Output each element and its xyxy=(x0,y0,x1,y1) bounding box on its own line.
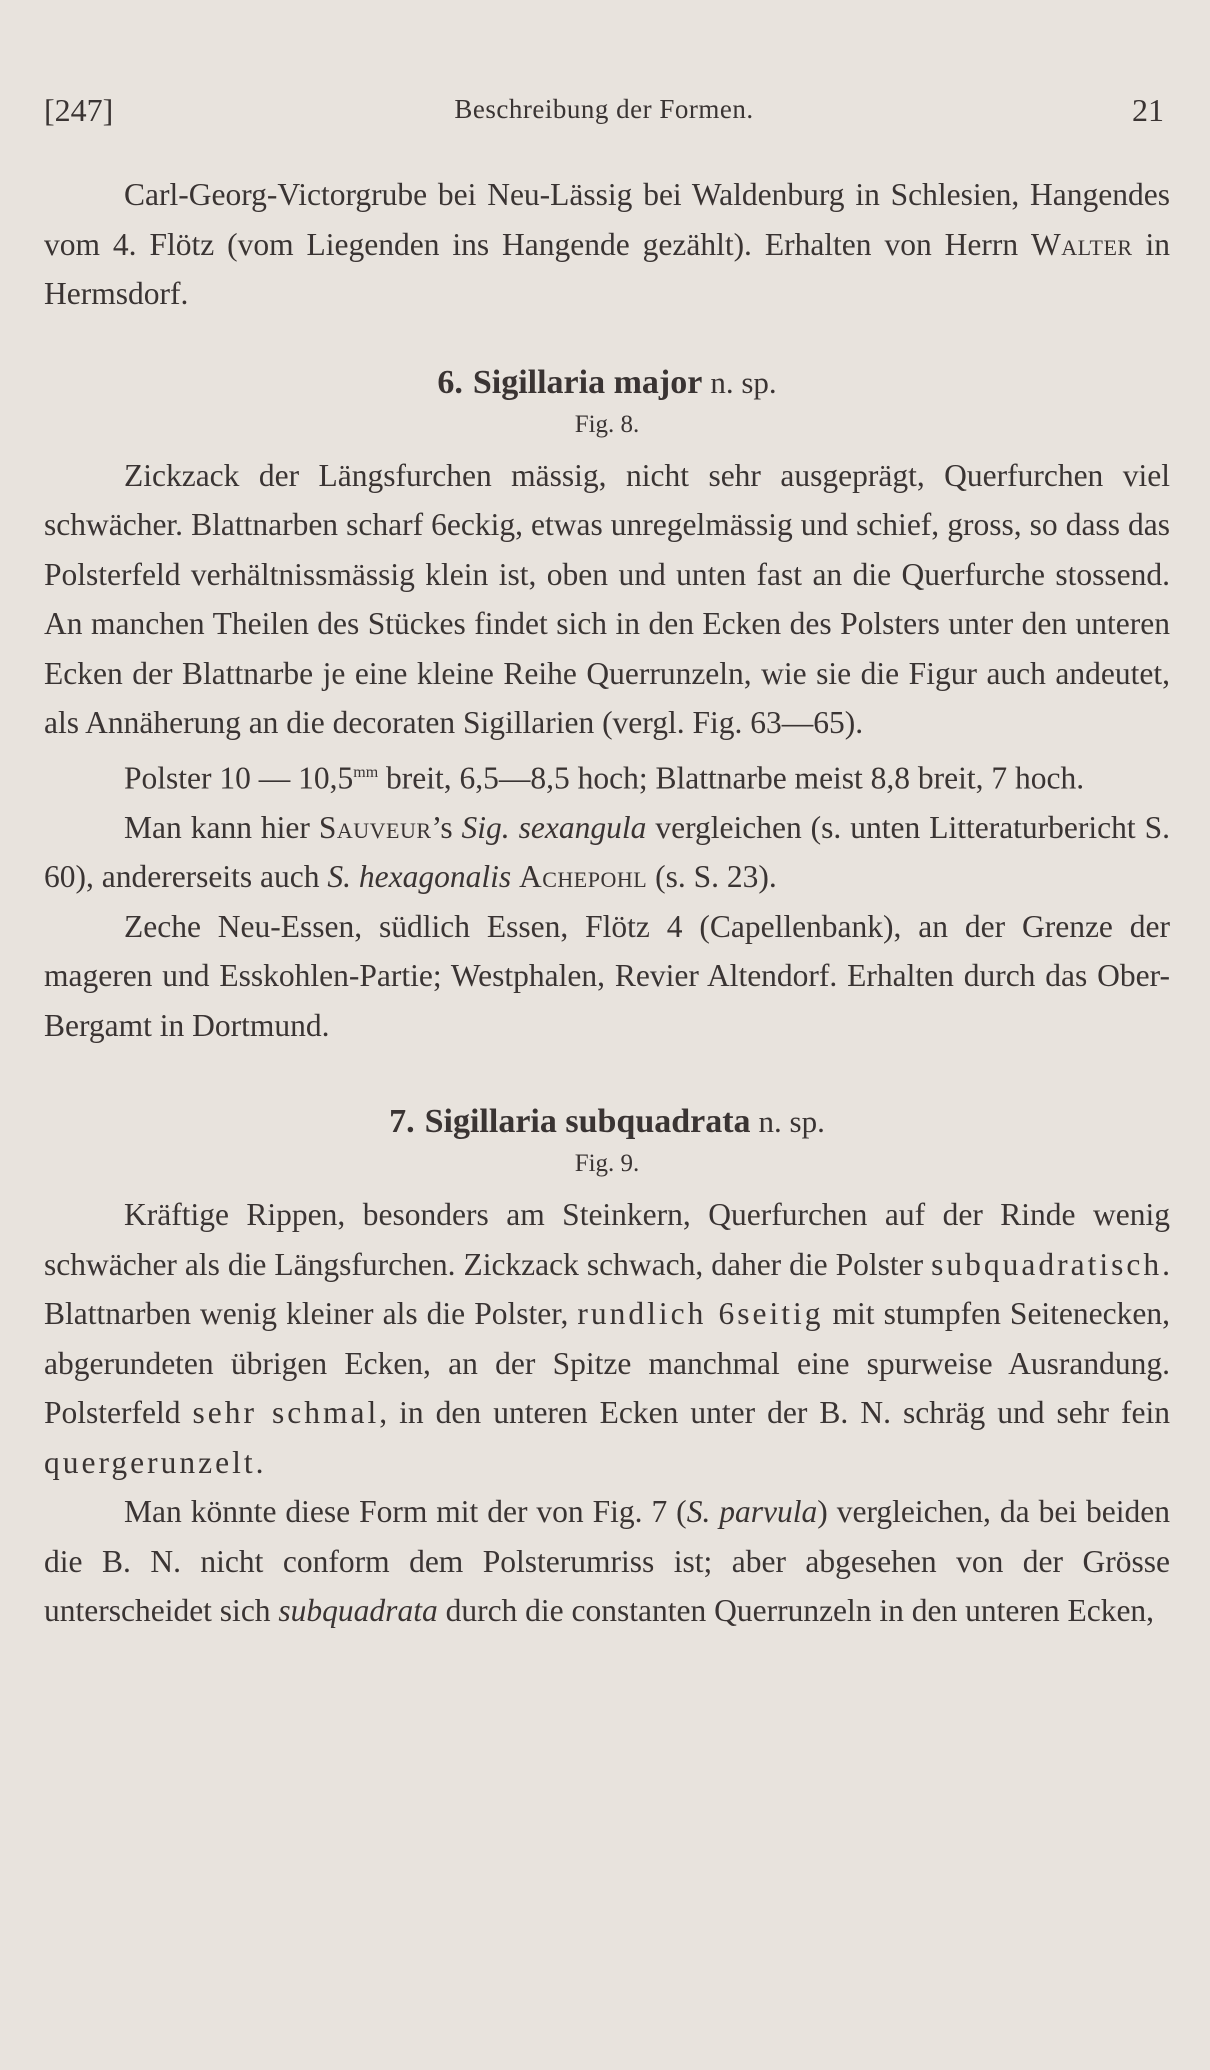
section-6-number: 6. xyxy=(437,363,463,401)
section-6-p3-d xyxy=(511,859,519,894)
section-7-paragraph-1 xyxy=(44,1190,1170,1487)
section-7-p1-c: mit stumpfen Seitenecken, abgerundeten übrigen Ecken, an der Spitze manchmal eine spurweise Ausrandung. Polsterfeld xyxy=(44,1296,1170,1430)
section-6-p3-name1: Sauveur xyxy=(318,809,432,845)
section-7-p1-spaced-4: quergerunzelt xyxy=(44,1444,256,1480)
section-7-p1-spaced-2: rundlich 6seitig xyxy=(577,1296,824,1331)
section-7-heading xyxy=(44,1100,1170,1144)
section-7-p2-italic-1: S. parvula xyxy=(686,1494,818,1529)
running-title: Beschreibung der Formen. xyxy=(454,94,754,124)
section-6-heading xyxy=(44,361,1170,405)
section-6-p2-a: Polster 10 — 10,5 xyxy=(124,760,354,795)
section-6-p3-italic-1: Sig. sexangula xyxy=(461,809,647,845)
section-7-p2-b: ) vergleichen, da bei beiden die B. N. nicht conform dem Polsterumriss ist; aber abgesehen von der Grösse unterscheidet sich xyxy=(44,1494,1170,1628)
section-6-paragraph-1: Zickzack der Längsfurchen mässig, nicht sehr ausgeprägt, Querfurchen viel schwächer. Blattnarben scharf 6eckig, etwas unregelmässig und schief, gross, so dass das Polsterfeld verhältnissmässig klein ist, oben und unten fast an die Querfurche stossend. An manchen Theilen des Stückes findet sich in den Ecken des Polsters unter den unteren Ecken der Blattnarbe je eine kleine Reihe Querrunzeln, wie sie die Figur auch andeutet, als Annäherung an die decoraten Sigillarien (vergl. Fig. 63—65). xyxy=(44,457,1170,740)
section-6-p2-b: breit, 6,5—8,5 hoch; Blattnarbe meist 8,8 breit, 7 hoch. xyxy=(378,760,1085,795)
section-6-figref: Fig. 8. xyxy=(574,410,640,438)
section-7-p2-c: durch die constanten Querrunzeln in den unteren Ecken, xyxy=(437,1593,1155,1628)
section-6-p3-a: Man kann hier xyxy=(124,809,319,845)
body-text xyxy=(44,170,1170,1636)
intro-text-a: Carl-Georg-Victorgrube bei Neu-Lässig bei Waldenburg in Schlesien, Hangendes vom 4. Flötz (vom Liegenden ins Hangende gezählt). Erhalten von Herrn xyxy=(44,177,1170,262)
section-6-p3-italic-2: S. hexagonalis xyxy=(327,859,512,894)
section-6-p3-e: (s. S. 23). xyxy=(647,859,777,894)
section-7-sp: n. sp. xyxy=(758,1104,825,1139)
section-7-genus: Sigillaria subquadrata xyxy=(424,1103,751,1140)
section-6-paragraph-3 xyxy=(44,803,1170,902)
intro-text-b: in Hermsdorf. xyxy=(44,226,1170,311)
section-7-p2-a: Man könnte diese Form mit der von Fig. 7 ( xyxy=(124,1494,687,1529)
page-number: 21 xyxy=(1132,92,1164,128)
section-7-p1-a: Kräftige Rippen, besonders am Steinkern, Querfurchen auf der Rinde wenig schwächer als die Längsfurchen. Zickzack schwach, daher die Polster xyxy=(44,1197,1170,1282)
section-7-p1-spaced-3: sehr schmal xyxy=(192,1395,380,1430)
running-head xyxy=(44,92,1164,134)
section-6-p3-c: vergleichen (s. unten Litteraturbericht S. 60), andererseits auch xyxy=(44,809,1170,894)
section-7-paragraph-2 xyxy=(44,1487,1170,1636)
section-7-p1-e: . xyxy=(255,1444,264,1480)
intro-name: Walter xyxy=(1030,226,1133,262)
section-7-p2-italic-2: subquadrata xyxy=(278,1593,438,1628)
section-6-p3-b: ’s xyxy=(431,809,462,845)
section-6-genus: Sigillaria major xyxy=(472,363,703,401)
section-6-p2-unit: mm xyxy=(353,763,379,781)
section-7-p1-d: , in den unteren Ecken unter der B. N. schräg und sehr fein xyxy=(379,1395,1170,1430)
section-6-sp: n. sp. xyxy=(710,364,777,400)
section-6-p3-name2: Achepohl xyxy=(519,859,648,894)
page-bracket-number: [247] xyxy=(44,92,114,128)
section-7-figref: Fig. 9. xyxy=(574,1150,640,1177)
section-7-number: 7. xyxy=(389,1103,415,1140)
section-7-p1-b: . Blattnarben wenig kleiner als die Polster, xyxy=(44,1246,1170,1331)
section-7-p1-spaced-1: subquadratisch xyxy=(931,1246,1163,1282)
section-6-paragraph-4: Zeche Neu-Essen, südlich Essen, Flötz 4 (Capellenbank), an der Grenze der mageren und Esskohlen-Partie; Westphalen, Revier Altendorf. Erhalten durch das Ober-Bergamt in Dortmund. xyxy=(44,908,1170,1043)
intro-paragraph xyxy=(44,170,1170,319)
section-6-paragraph-2 xyxy=(44,748,1170,803)
